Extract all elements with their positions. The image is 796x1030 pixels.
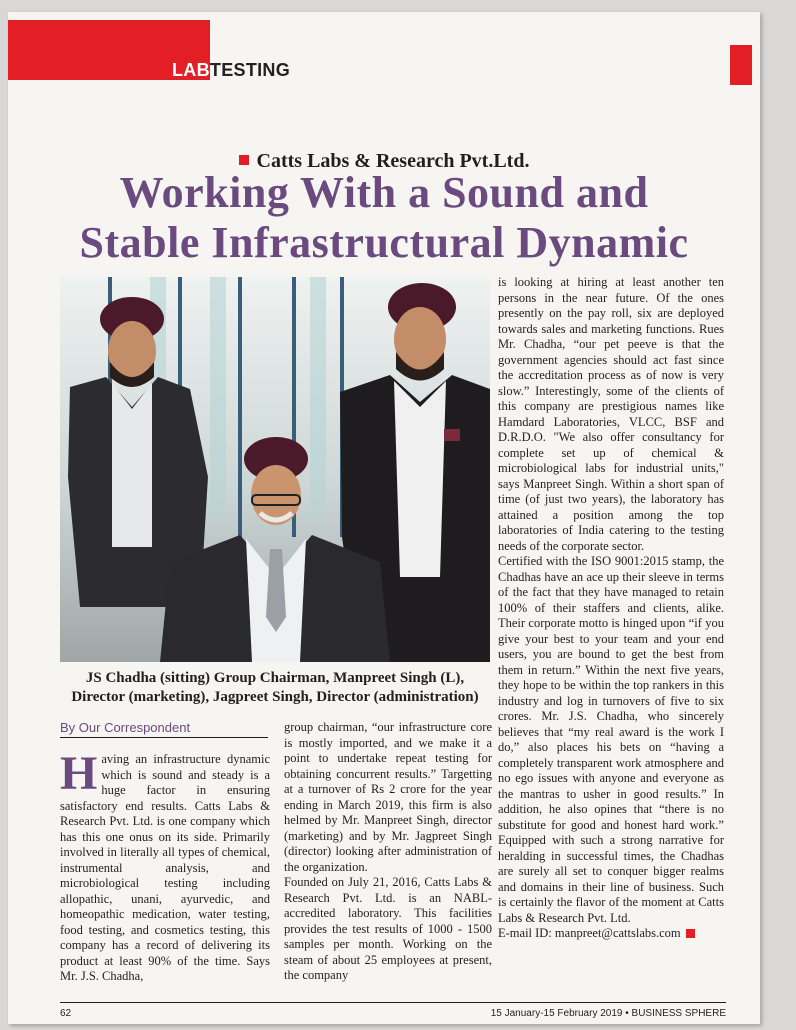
column-2-paragraph-1: group chairman, “our infrastructure core is mostly imported, and we make it a point to undertake repeat testing for obtaining concurrent results.” Targetting at a turnover of Rs 2 crore for the year ending in March 2019, this firm is also helmed by Mr. Manpreet Singh, director (marketing) and by Mr. Jagpreet Singh (director) looking after administration of the organization. — [284, 720, 492, 874]
byline: By Our Correspondent — [60, 720, 268, 738]
section-label-testing: TESTING — [209, 60, 291, 80]
bullet-square-icon — [239, 155, 249, 165]
company-name: Catts Labs & Research Pvt.Ltd. — [8, 150, 760, 173]
page-edge-tab — [730, 45, 752, 85]
issue-date: 15 January-15 February 2019 • BUSINESS SPHERE — [490, 1008, 726, 1019]
section-label-lab: LAB — [172, 60, 210, 80]
column-3-paragraph-2: Certified with the ISO 9001:2015 stamp, the Chadhas have an ace up their sleeve in terms of the fact that they have managed to retain 100% of their staffers and clients, alike. Their corporate motto is hinged upon “if you give your best to your team and your end users, you are bound to get the best from them in return.” Within the next five years, they hope to be within the top rankers in this industry and log in turnovers of five to six crores. Mr. J.S. Chadha, who sincerely believes that “my real award is the work I do,” also places his bets on “having a completely transparent work atmosphere and no ego issues with anyone and everyone as the mantras to usher in good results.” In addition, he also opines that “there is no substitute for good and honest hard work.” Equipped with such a strong narrative for heralding in successful times, the Chadhas are surely all set to conquer bigger realms and domains in their line of business. Such is certainly the flavor of the moment at Catts Labs & Research Pvt. Ltd. — [498, 554, 724, 925]
header-band — [8, 20, 760, 80]
footer-rule — [60, 1002, 726, 1003]
column-2 — [284, 720, 492, 984]
email-line — [498, 926, 724, 942]
photo-caption — [60, 669, 490, 707]
headline-line-1: Working With a Sound and — [119, 168, 649, 217]
magazine-page — [8, 12, 760, 1024]
column-3 — [498, 275, 724, 942]
end-mark-icon — [686, 929, 695, 938]
section-label — [172, 60, 290, 81]
column-3-paragraph-1: is looking at hiring at least another ten persons in the near future. Of the ones presently on the pay roll, six are deployed towards sales and marketing functions. Rues Mr. Chadha, “our pet peeve is that the government agencies should act fast since the accreditation process as of now is very slow.” Interestingly, some of the clients of this company are prestigious names like Hamdard Laboratories, VLCC, BSF and D.R.D.O. "We also offer consultancy for complete set up of chemical & microbiological labs for industrial units," says Manpreet Singh. Within a short span of time (of just two years), the laboratory has attained a position among the top laboratories of India catering to the testing needs of the corporate sector. — [498, 275, 724, 553]
column-2-paragraph-2: Founded on July 21, 2016, Catts Labs & Research Pvt. Ltd. is an NABL-accredited laboratory. This facilities provides the test results of 1000 - 1500 samples per month. Working on the steam of about 25 employees at present, the company — [284, 875, 492, 982]
headline — [8, 168, 760, 268]
caption-line-2: Director (marketing), Jagpreet Singh, Director (administration) — [71, 689, 479, 705]
headline-line-2: Stable Infrastructural Dynamic — [79, 218, 689, 267]
contact-email[interactable]: E-mail ID: manpreet@cattslabs.com — [498, 926, 681, 940]
executives-photo — [60, 277, 490, 662]
drop-cap: H — [60, 747, 98, 800]
people-illustration — [60, 277, 490, 662]
column-1 — [60, 747, 270, 985]
page-number: 62 — [60, 1008, 72, 1019]
column-1-text: aving an infrastructure dynamic which is sound and steady is a huge factor in ensuring satisfactory end results. Catts Labs & Research Pvt. Ltd. is one company which has this one onus on its side. Primarily involved in literally all types of chemical, instrumental analysis, and microbiological testing including allopathic, unani, ayurvedic, and homeopathic medication, water testing, food testing, and cosmetics testing, this company has a record of delivering its product at least 90% of the time. Says Mr. J.S. Chadha, — [60, 752, 270, 983]
caption-line-1: JS Chadha (sitting) Group Chairman, Manpreet Singh (L), — [85, 670, 465, 686]
